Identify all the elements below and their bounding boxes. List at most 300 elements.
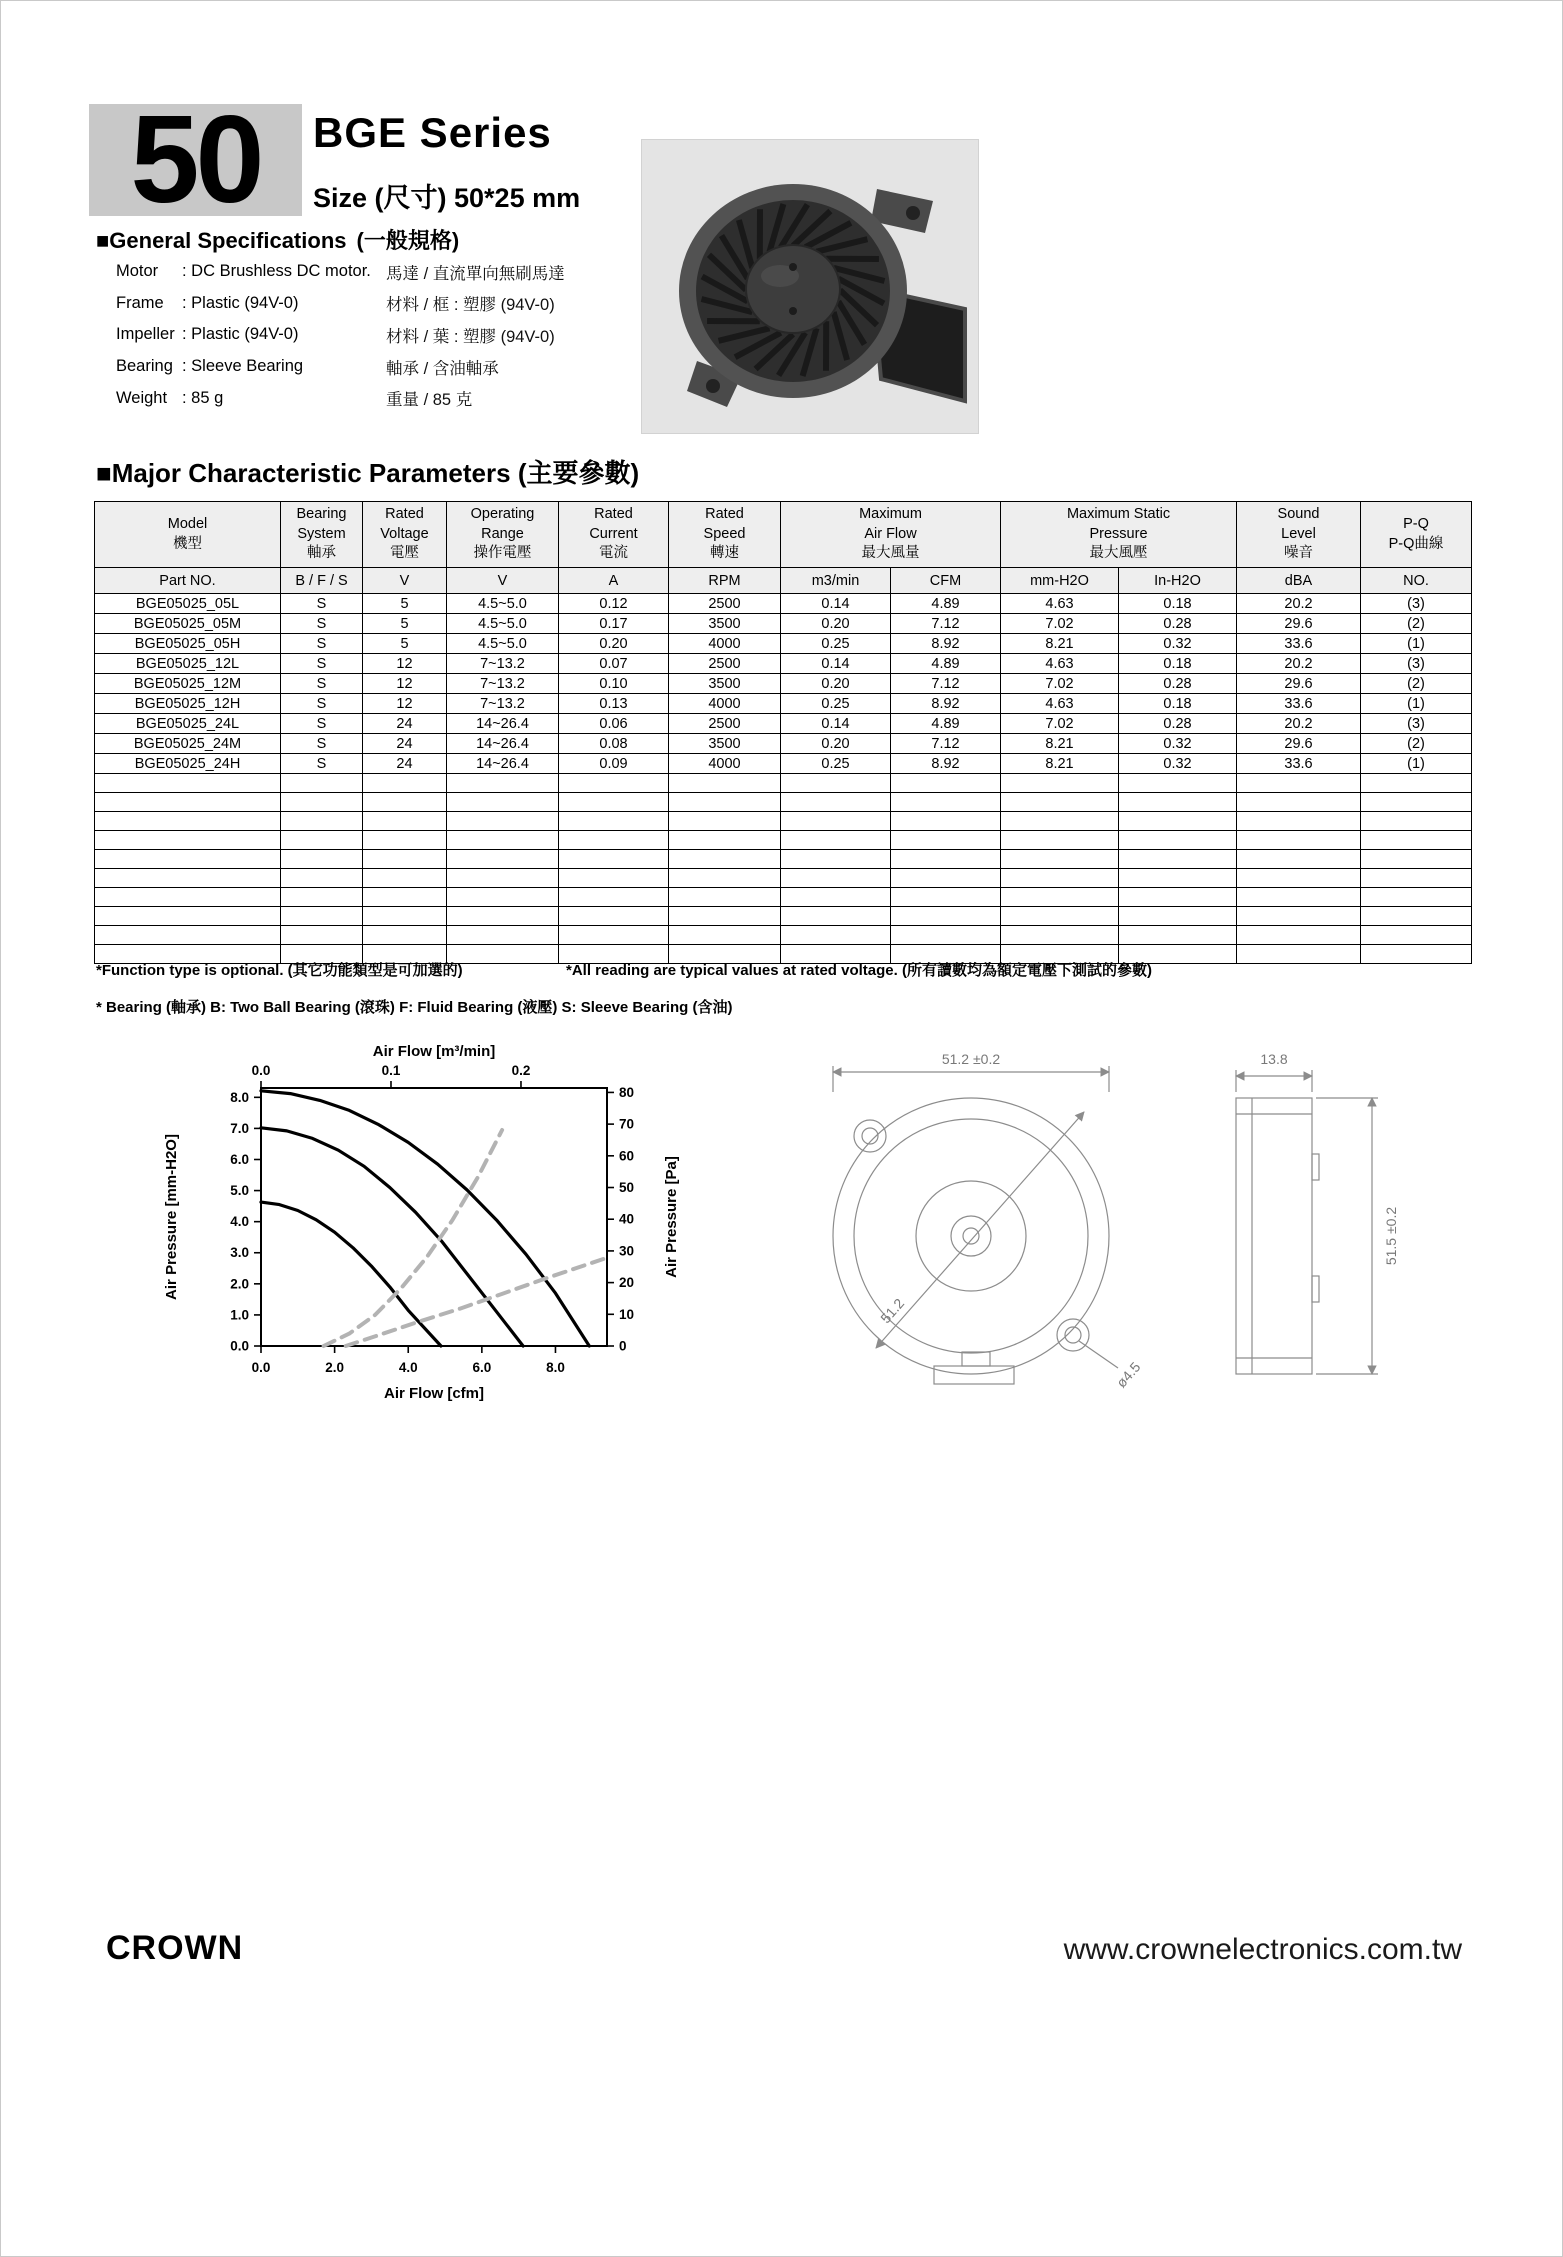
table-cell-empty [1001,831,1119,850]
svg-text:2.0: 2.0 [325,1360,345,1375]
svg-text:7.0: 7.0 [230,1120,249,1136]
table-cell: 3500 [669,614,781,634]
table-cell-empty [1237,907,1361,926]
dim-height-label: 51.5 ±0.2 [1383,1206,1399,1266]
table-cell: 12 [363,674,447,694]
table-cell: 7~13.2 [447,694,559,714]
table-cell-empty [559,812,669,831]
parameters-table-wrap [94,501,1472,964]
table-cell-empty [1237,793,1361,812]
svg-text:0.0: 0.0 [251,1360,271,1375]
table-cell: 3500 [669,734,781,754]
table-row [95,754,1472,774]
column-subheader: NO. [1361,568,1472,594]
table-cell: 0.14 [781,714,891,734]
spec-value-cn: 重量 / 85 克 [386,391,473,410]
column-header: Model 機型 [95,502,281,568]
spec-label: Frame [116,293,164,312]
table-cell: 7.12 [891,674,1001,694]
table-cell-empty [891,831,1001,850]
table-cell-empty [1001,850,1119,869]
table-cell: 0.20 [559,634,669,654]
table-cell: 29.6 [1237,734,1361,754]
table-cell-empty [95,793,281,812]
table-cell: 7~13.2 [447,674,559,694]
table-cell: 5 [363,634,447,654]
table-cell-empty [1361,926,1472,945]
general-specs-heading-en: ■General Specifications [96,228,347,253]
table-cell: 29.6 [1237,674,1361,694]
table-cell: 0.10 [559,674,669,694]
table-cell: 14~26.4 [447,754,559,774]
table-cell-empty [447,793,559,812]
table-cell-empty [447,926,559,945]
svg-text:0.1: 0.1 [381,1063,401,1078]
parameters-table [94,501,1472,964]
table-cell-empty [1001,888,1119,907]
table-cell: 0.28 [1119,714,1237,734]
table-cell-empty [1361,812,1472,831]
param-table-head [95,502,1472,594]
table-cell: 0.20 [781,734,891,754]
table-cell-empty [669,831,781,850]
spec-value: : Plastic (94V-0) [182,325,299,344]
table-cell-empty [281,907,363,926]
table-cell: BGE05025_05H [95,634,281,654]
table-cell-empty [363,926,447,945]
spec-value-cn: 軸承 / 含油軸承 [386,359,499,378]
table-cell: 2500 [669,654,781,674]
table-cell-empty [891,907,1001,926]
table-cell: 20.2 [1237,654,1361,674]
table-cell: 4.63 [1001,594,1119,614]
table-row [95,614,1472,634]
table-cell: 4.89 [891,654,1001,674]
table-cell: 3500 [669,674,781,694]
table-cell: S [281,614,363,634]
table-cell-empty [1237,812,1361,831]
dimension-hole [1079,1341,1144,1391]
table-cell: S [281,634,363,654]
table-cell-empty [669,907,781,926]
table-row [95,634,1472,654]
dim-diagonal-label: 51.2 [877,1295,908,1327]
size-number: 50 [130,91,261,229]
table-cell-empty [281,869,363,888]
table-cell: 4000 [669,694,781,714]
spec-value: : 85 g [182,388,224,407]
svg-text:Air Pressure [Pa]: Air Pressure [Pa] [663,1156,680,1278]
table-cell-empty [1237,926,1361,945]
table-cell-empty [781,831,891,850]
table-cell-empty [1361,774,1472,793]
table-cell: (3) [1361,714,1472,734]
table-row [95,714,1472,734]
dim-hole-label: ø4.5 [1112,1358,1144,1391]
svg-text:70: 70 [619,1116,635,1132]
table-cell: 0.08 [559,734,669,754]
table-cell-empty [1361,907,1472,926]
table-cell-empty [281,812,363,831]
side-view [1236,1051,1399,1374]
table-cell-empty [1361,869,1472,888]
table-cell: 4.89 [891,594,1001,614]
param-table-body [95,594,1472,964]
column-header: Maximum Static Pressure 最大風壓 [1001,502,1237,568]
table-cell-empty [891,850,1001,869]
table-cell-empty [1001,869,1119,888]
table-cell-empty [891,774,1001,793]
svg-text:8.0: 8.0 [230,1089,249,1105]
table-cell-empty [447,831,559,850]
table-cell-empty [559,888,669,907]
column-subheader: V [363,568,447,594]
table-cell-empty [281,926,363,945]
table-cell-empty [447,850,559,869]
table-cell: 33.6 [1237,634,1361,654]
table-cell-empty [669,869,781,888]
column-subheader: B / F / S [281,568,363,594]
table-cell-empty [281,774,363,793]
table-cell-empty [1237,869,1361,888]
table-cell: 0.06 [559,714,669,734]
spec-value: : Sleeve Bearing [182,357,304,376]
table-cell: (3) [1361,594,1472,614]
size-number-block [89,91,302,229]
table-row [95,734,1472,754]
svg-text:40: 40 [619,1211,635,1227]
table-cell-empty [669,793,781,812]
table-cell-empty [669,812,781,831]
table-row [95,654,1472,674]
spec-label: Bearing [116,357,173,376]
pq-chart-svg [149,1036,709,1408]
table-cell-empty [1237,888,1361,907]
table-cell-empty [281,850,363,869]
table-cell: 0.25 [781,694,891,714]
table-cell: S [281,674,363,694]
table-cell: S [281,734,363,754]
table-cell: (2) [1361,614,1472,634]
table-cell: 8.21 [1001,754,1119,774]
table-cell-empty [363,793,447,812]
dim-depth-label: 13.8 [1260,1051,1288,1067]
table-cell: 0.07 [559,654,669,674]
parameters-heading-cn: (主要參數) [517,458,640,488]
svg-text:Air Pressure [mm-H2O]: Air Pressure [mm-H2O] [163,1134,180,1300]
column-subheader: mm-H2O [1001,568,1119,594]
footnote-function-type: *Function type is optional. (其它功能類型是可加選的) [96,962,463,979]
table-cell: 0.09 [559,754,669,774]
table-cell: 8.21 [1001,634,1119,654]
table-cell: 0.17 [559,614,669,634]
table-cell-empty [447,888,559,907]
terminal-block [962,1352,990,1366]
spec-value-cn: 材料 / 框 : 塑膠 (94V-0) [386,296,555,315]
svg-text:8.0: 8.0 [546,1360,565,1375]
table-cell: S [281,714,363,734]
table-cell-empty [363,888,447,907]
table-row-empty [95,850,1472,869]
table-cell: (2) [1361,674,1472,694]
table-cell-empty [363,812,447,831]
table-row-empty [95,888,1472,907]
table-cell-empty [1237,774,1361,793]
table-cell: (1) [1361,634,1472,654]
table-cell: 14~26.4 [447,734,559,754]
table-cell-empty [1119,774,1237,793]
table-cell-empty [669,850,781,869]
table-cell: 0.32 [1119,754,1237,774]
spec-value: : DC Brushless DC motor. [182,262,371,281]
svg-text:50: 50 [619,1180,635,1196]
table-cell-empty [1361,888,1472,907]
general-specs-heading [96,224,459,255]
svg-text:Air Flow [cfm]: Air Flow [cfm] [384,1385,484,1402]
table-cell: 0.25 [781,634,891,654]
table-cell-empty [95,774,281,793]
column-header: Bearing System 軸承 [281,502,363,568]
table-cell: 0.13 [559,694,669,714]
fan-hub [746,245,840,333]
table-cell-empty [95,888,281,907]
table-cell-empty [781,926,891,945]
table-cell: 4.63 [1001,694,1119,714]
table-cell-empty [363,774,447,793]
table-cell-empty [363,869,447,888]
table-cell: 0.12 [559,594,669,614]
dimension-drawing-svg [766,1036,1446,1416]
table-cell: 8.92 [891,754,1001,774]
table-cell-empty [281,888,363,907]
table-cell: 0.20 [781,614,891,634]
table-cell-empty [1361,831,1472,850]
table-cell-empty [95,850,281,869]
table-cell-empty [781,774,891,793]
svg-text:20: 20 [619,1275,635,1291]
table-cell: 7~13.2 [447,654,559,674]
column-header: Sound Level 噪音 [1237,502,1361,568]
table-cell: S [281,654,363,674]
general-specs-list [116,256,716,414]
table-cell-empty [781,907,891,926]
column-header: Rated Current 電流 [559,502,669,568]
outlet-flange [934,1366,1014,1384]
table-cell: 2500 [669,594,781,614]
table-cell-empty [281,831,363,850]
table-cell-empty [1361,945,1472,964]
spec-row-impeller [116,319,716,351]
table-cell: 0.32 [1119,634,1237,654]
table-cell-empty [781,888,891,907]
table-row-empty [95,831,1472,850]
table-cell-empty [447,812,559,831]
table-cell: 8.92 [891,634,1001,654]
table-cell: 4000 [669,634,781,654]
table-cell: 8.92 [891,694,1001,714]
spec-row-motor [116,256,716,288]
table-cell: (1) [1361,694,1472,714]
table-cell-empty [95,926,281,945]
table-cell: 0.14 [781,654,891,674]
column-header: Rated Speed 轉速 [669,502,781,568]
table-cell: 7.12 [891,734,1001,754]
table-cell-empty [1119,888,1237,907]
column-subheader: V [447,568,559,594]
column-subheader: CFM [891,568,1001,594]
spec-value: : Plastic (94V-0) [182,293,299,312]
table-cell: 0.28 [1119,614,1237,634]
table-cell-empty [1001,907,1119,926]
footnote-typical-values: *All reading are typical values at rated voltage. (所有讀數均為額定電壓下測試的參數) [566,962,1152,979]
svg-text:4.0: 4.0 [230,1214,249,1230]
column-subheader: dBA [1237,568,1361,594]
table-cell-empty [1001,926,1119,945]
table-cell-empty [1361,850,1472,869]
column-header: Rated Voltage 電壓 [363,502,447,568]
table-cell: S [281,754,363,774]
table-cell-empty [559,831,669,850]
column-subheader: m3/min [781,568,891,594]
table-cell-empty [669,888,781,907]
table-cell: BGE05025_24L [95,714,281,734]
table-cell: 4.63 [1001,654,1119,674]
table-cell-empty [1119,926,1237,945]
svg-text:6.0: 6.0 [230,1151,249,1167]
table-cell-empty [559,774,669,793]
table-cell: 7.02 [1001,674,1119,694]
svg-text:2.0: 2.0 [230,1276,249,1292]
table-cell: 33.6 [1237,754,1361,774]
table-cell: 24 [363,734,447,754]
table-cell: 7.02 [1001,614,1119,634]
spec-row-bearing [116,351,716,383]
table-cell-empty [559,869,669,888]
spec-value-cn: 材料 / 葉 : 塑膠 (94V-0) [386,327,555,346]
size-label: Size (尺寸) 50*25 mm [313,183,581,213]
table-cell: BGE05025_12M [95,674,281,694]
table-cell-empty [781,793,891,812]
svg-text:30: 30 [619,1243,635,1259]
table-cell: 24 [363,714,447,734]
table-cell: 0.25 [781,754,891,774]
table-cell-empty [95,831,281,850]
table-cell-empty [1119,907,1237,926]
table-cell: 33.6 [1237,694,1361,714]
table-cell: BGE05025_05M [95,614,281,634]
table-row-empty [95,793,1472,812]
dimension-drawing [766,1036,1446,1421]
column-subheader: Part NO. [95,568,281,594]
parameters-heading [96,453,639,490]
table-cell: BGE05025_12H [95,694,281,714]
table-cell: (2) [1361,734,1472,754]
table-cell: BGE05025_24H [95,754,281,774]
table-cell: 4.5~5.0 [447,594,559,614]
table-cell-empty [447,869,559,888]
table-cell: S [281,594,363,614]
svg-text:3.0: 3.0 [230,1245,249,1261]
table-cell-empty [891,888,1001,907]
table-cell-empty [781,869,891,888]
table-cell: 24 [363,754,447,774]
table-cell: 5 [363,614,447,634]
spec-label: Impeller [116,325,175,344]
table-cell-empty [363,831,447,850]
pq-curve-chart [149,1036,709,1413]
table-cell-empty [1119,850,1237,869]
table-cell-empty [281,793,363,812]
svg-text:0.2: 0.2 [511,1063,531,1078]
series-title: BGE Series [313,109,552,156]
table-cell: 20.2 [1237,594,1361,614]
table-cell: 4.89 [891,714,1001,734]
table-row [95,694,1472,714]
table-cell-empty [1001,793,1119,812]
table-cell-empty [1119,869,1237,888]
svg-text:60: 60 [619,1148,635,1164]
table-cell: 20.2 [1237,714,1361,734]
table-row [95,674,1472,694]
table-cell: S [281,694,363,714]
svg-text:6.0: 6.0 [472,1360,492,1375]
dimension-diagonal [876,1112,1084,1348]
table-cell: BGE05025_05L [95,594,281,614]
table-cell: 12 [363,654,447,674]
table-cell-empty [559,926,669,945]
table-cell-empty [669,926,781,945]
column-header: Operating Range 操作電壓 [447,502,559,568]
table-cell-empty [559,907,669,926]
table-cell: 4.5~5.0 [447,614,559,634]
table-cell-empty [891,926,1001,945]
dimension-width [833,1051,1109,1092]
parameters-heading-en: ■Major Characteristic Parameters [96,458,511,488]
table-cell: 7.12 [891,614,1001,634]
table-cell-empty [781,850,891,869]
column-subheader: In-H2O [1119,568,1237,594]
table-cell: 4000 [669,754,781,774]
table-cell-empty [1237,945,1361,964]
general-specs-heading-cn: (一般規格) [356,228,460,253]
footnote-bearing-legend: * Bearing (軸承) B: Two Ball Bearing (滾珠) F: Fluid Bearing (液壓) S: Sleeve Bearing (含油) [96,999,733,1016]
svg-text:0.0: 0.0 [230,1338,249,1354]
table-cell-empty [1119,793,1237,812]
spec-row-weight [116,382,716,414]
column-header: Maximum Air Flow 最大風量 [781,502,1001,568]
website-link[interactable]: www.crownelectronics.com.tw [1063,1933,1462,1966]
table-cell: 8.21 [1001,734,1119,754]
column-subheader: A [559,568,669,594]
table-cell-empty [669,774,781,793]
table-cell: 4.5~5.0 [447,634,559,654]
table-cell: 29.6 [1237,614,1361,634]
spec-row-frame [116,288,716,320]
table-cell-empty [447,774,559,793]
table-row-empty [95,869,1472,888]
dim-width-label: 51.2 ±0.2 [941,1051,1001,1067]
column-subheader: RPM [669,568,781,594]
table-cell-empty [1001,812,1119,831]
table-cell-empty [781,812,891,831]
table-cell-empty [95,907,281,926]
spec-label: Motor [116,262,159,281]
table-row-empty [95,907,1472,926]
table-row [95,594,1472,614]
table-cell-empty [891,869,1001,888]
svg-text:4.0: 4.0 [398,1360,418,1375]
table-cell: 0.28 [1119,674,1237,694]
